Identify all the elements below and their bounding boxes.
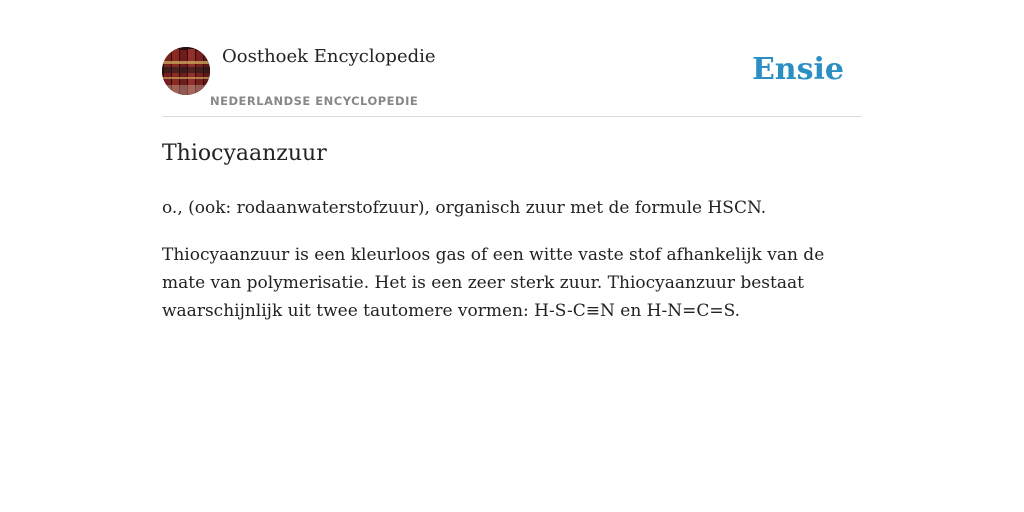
page-title: Thiocyaanzuur [162, 141, 327, 166]
site-header [162, 44, 862, 117]
article [162, 136, 864, 344]
article-paragraph-definition: o., (ook: rodaanwaterstofzuur), organisch zuur met de formule HSCN. [162, 198, 767, 218]
site-subtitle: NEDERLANDSE ENCYCLOPEDIE [210, 94, 419, 108]
site-title-link[interactable]: Oosthoek Encyclopedie [222, 46, 436, 67]
ensie-logo-link[interactable]: Ensie [751, 52, 844, 87]
encyclopedia-books-icon[interactable] [162, 47, 210, 95]
article-paragraph-description: Thiocyaanzuur is een kleurloos gas of een witte vaste stof afhankelijk van de mate van polymerisatie. Het is een zeer sterk zuur. Thiocyaanzuur bestaat waarschijnlijk uit twee tautomere vormen: H-S-C≡N en H-N=C=S. [162, 245, 825, 321]
